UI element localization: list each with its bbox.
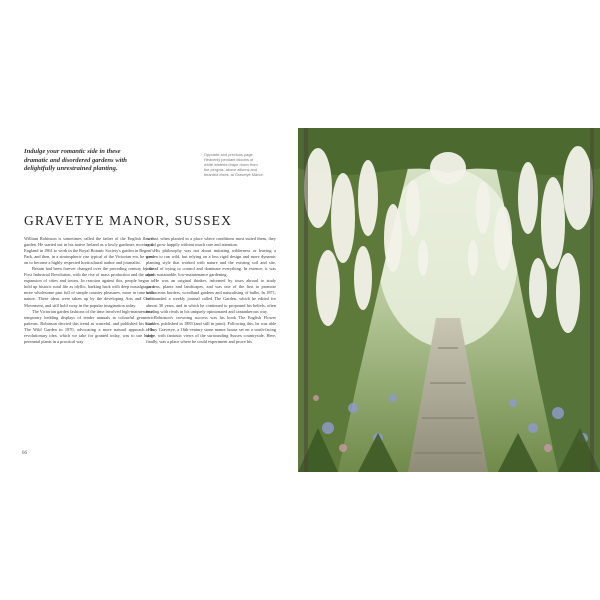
body-column-2 xyxy=(146,236,276,345)
caption-line: Opposite and previous page xyxy=(204,152,253,157)
paragraph: so that, when planted in a place where conditions most suited them, they could grow happily without much care and attention. xyxy=(146,236,276,248)
page-number: 66 xyxy=(22,451,27,456)
body-column-1 xyxy=(24,236,154,345)
photo-caption xyxy=(204,152,272,177)
left-page xyxy=(0,0,298,600)
section-heading: GRAVETYE MANOR, SUSSEX xyxy=(24,213,233,228)
paragraph: His philosophy was not about imitating wilderness or leaving a garden to run wild, but relying on a less rigid design and more dynamic planting style that worked with nature and the existing soil and site, instead of trying to control and dominate everything. In essence, it was about sustainable, low-maintenance gardening. xyxy=(146,248,276,278)
intro-line: dramatic and disordered gardens with xyxy=(24,156,127,164)
wisteria-pergola-photo xyxy=(298,128,600,472)
intro-line: delightfully unrestrained planting. xyxy=(24,165,118,173)
caption-line: bearded irises, at Gravetye Manor. xyxy=(204,172,264,177)
caption-line: white wisteria drape down from xyxy=(204,162,258,167)
caption-line: the pergola, above alliums and xyxy=(204,167,257,172)
caption-line: Heavenly pendant blooms of xyxy=(204,157,254,162)
paragraph: He was an original thinker, informed by tours abroad to study gardens, plants and landscapes, and was one of the first to promote herbaceous borders, woodland gardens and naturalising of bulbs. In 1871, he founded a weekly journal called The Garden, which he edited for almost 30 years, and in which he continued to propound his beliefs, often feuding with rivals in his uniquely opinionated and cantankerous way. xyxy=(146,278,276,314)
intro-line: Indulge your romantic side in these xyxy=(24,148,121,155)
paragraph: Robinson's crowning success was his book The English Flower Garden, published in 1883 (and still in print). Following this, he was able to buy Gravetye, a 16th-century stone manor house set on a south-facing slope, with fantastic views of the surrounding Sussex countryside. Here, finally, was a place where he could experiment and prove his xyxy=(146,314,276,344)
paragraph: Britain had been forever changed over the preceding century by the First Industrial Revolution, with the rise of mass production and the rapid expansion of cities and towns. In reaction against this, people began to hold up historic rural life as idyllic, harking back with deep nostalgia to a more wholesome past full of simple country pleasures, more in tune with nature. These ideas were taken up by the developing Arts and Crafts Movement, and still hold sway in the popular imagination today. xyxy=(24,266,154,308)
paragraph: William Robinson is sometimes called the father of the English flower garden. He started out in his native Ireland as a lowly gardener, moving to England in 1861 to work in the Royal Botanic Society's garden in Regent's Park, and then, in a stratospheric rise typical of the Victorian era, he went on to become a highly respected horticultural author and journalist. xyxy=(24,236,154,266)
intro-text xyxy=(24,148,174,174)
paragraph: The Victorian garden fashions of the time involved high-maintenance, temporary bedding displays of tender annuals in colourful geometric patterns. Robinson decried this trend as wasteful, and published his book The Wild Garden in 1870, advocating a more natural approach. His revolutionary idea, which we take for granted today, was to use hardy perennial plants in a practical way xyxy=(24,308,154,344)
